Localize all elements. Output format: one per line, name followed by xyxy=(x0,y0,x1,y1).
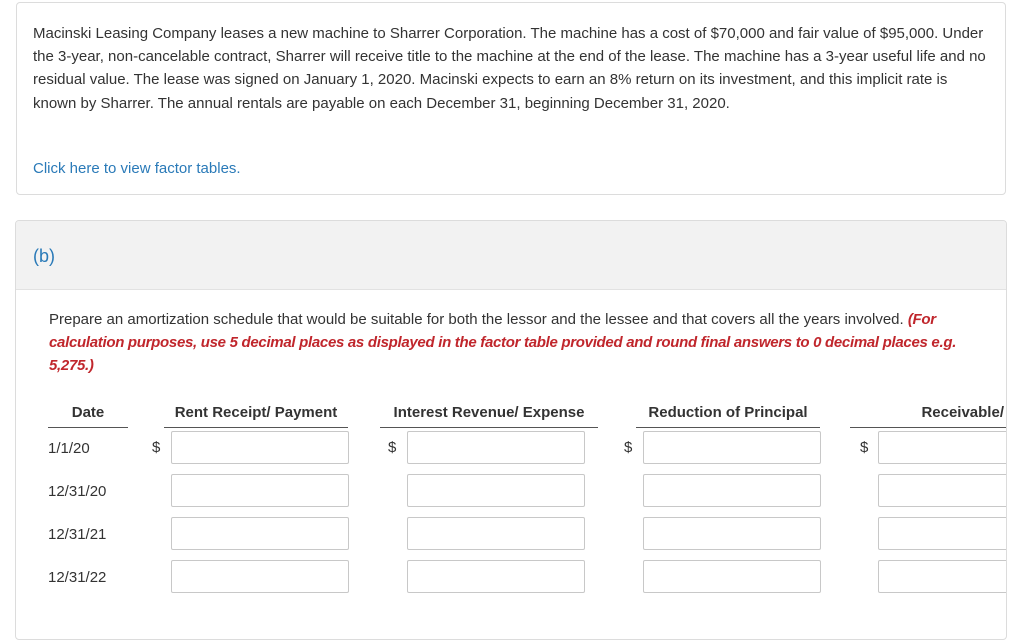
part-b-card xyxy=(15,220,1007,640)
dollar-sign: $ xyxy=(624,439,633,456)
problem-statement: Macinski Leasing Company leases a new machine to Sharrer Corporation. The machine has a cost of $70,000 and fair value of $95,000. Under the 3-year, non-cancelable contract, Sharrer will receive title to the machine at the end of the lease. The machine has a 3-year useful life and no residual value. The lease was signed on January 1, 2020. Macinski expects to earn an 8% return on its investment, and this implicit rate is known by Sharrer. The annual rentals are payable on each December 31, beginning December 31, 2020. xyxy=(33,25,986,112)
rent-input-row4[interactable] xyxy=(171,560,349,593)
receivable-input-row1[interactable] xyxy=(878,431,1007,464)
interest-input-row3[interactable] xyxy=(407,517,585,550)
receivable-input-row2[interactable] xyxy=(878,474,1007,507)
header-interest: Interest Revenue/ Expense xyxy=(380,404,598,428)
part-header xyxy=(16,221,1006,290)
principal-input-row4[interactable] xyxy=(643,560,821,593)
row-date: 12/31/20 xyxy=(48,483,107,500)
principal-input-row3[interactable] xyxy=(643,517,821,550)
principal-input-row2[interactable] xyxy=(643,474,821,507)
interest-input-row1[interactable] xyxy=(407,431,585,464)
header-principal: Reduction of Principal xyxy=(636,404,820,428)
dollar-sign: $ xyxy=(152,439,161,456)
rent-input-row2[interactable] xyxy=(171,474,349,507)
receivable-input-row3[interactable] xyxy=(878,517,1007,550)
dollar-sign: $ xyxy=(860,439,869,456)
header-date: Date xyxy=(48,404,128,428)
instruction-text: Prepare an amortization schedule that would be suitable for both the lessor and the lessee and that covers all the years involved. xyxy=(49,311,904,328)
principal-input-row1[interactable] xyxy=(643,431,821,464)
row-date: 12/31/21 xyxy=(48,526,107,543)
header-receivable: Receivable/ xyxy=(850,404,1007,428)
part-label: (b) xyxy=(33,246,55,266)
interest-input-row2[interactable] xyxy=(407,474,585,507)
problem-card xyxy=(16,2,1006,195)
factor-tables-link[interactable]: Click here to view factor tables. xyxy=(33,160,241,177)
dollar-sign: $ xyxy=(388,439,397,456)
interest-input-row4[interactable] xyxy=(407,560,585,593)
instructions xyxy=(49,308,979,378)
header-rent: Rent Receipt/ Payment xyxy=(164,404,348,428)
rent-input-row1[interactable] xyxy=(171,431,349,464)
rounding-note: (For calculation purposes, use 5 decimal places as displayed in the factor table provided and round final answers to 0 decimal places e.g. 5,275.) xyxy=(49,311,957,375)
row-date: 12/31/22 xyxy=(48,569,107,586)
rent-input-row3[interactable] xyxy=(171,517,349,550)
row-date: 1/1/20 xyxy=(48,440,90,457)
receivable-input-row4[interactable] xyxy=(878,560,1007,593)
